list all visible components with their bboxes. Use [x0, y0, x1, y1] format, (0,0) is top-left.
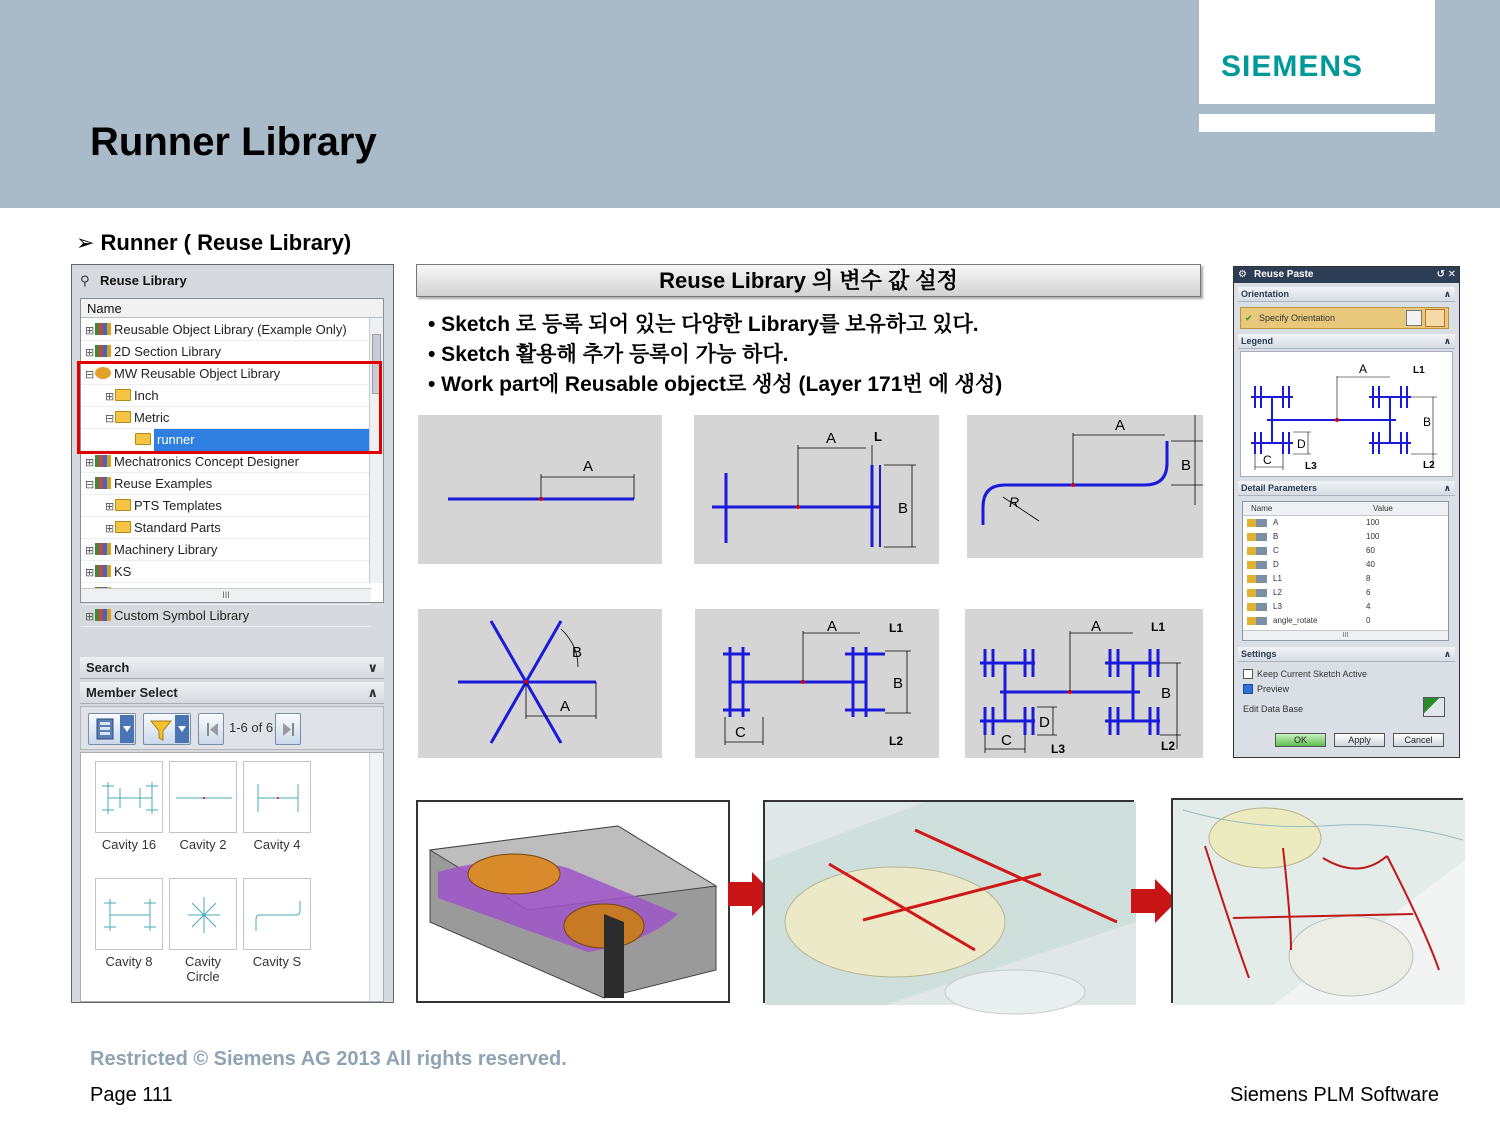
detail-parameters-label: Detail Parameters	[1241, 483, 1318, 493]
dimension-label: B	[893, 675, 904, 692]
member-cavity-circle[interactable]	[167, 878, 239, 984]
collapse-icon[interactable]: ⊟	[85, 479, 95, 491]
parameter-value[interactable]: 100	[1366, 532, 1380, 541]
parameter-value[interactable]: 4	[1366, 602, 1371, 611]
dimension-label: L1	[889, 621, 904, 635]
expression-icon	[1247, 561, 1267, 569]
parameter-value[interactable]: 40	[1366, 560, 1375, 569]
h-runner-diagram	[694, 415, 939, 564]
tree-item[interactable]	[81, 495, 371, 517]
checkbox-unchecked[interactable]	[1243, 669, 1253, 679]
tree-item-label: Custom Symbol Library	[114, 608, 250, 623]
tree-item-label: Machinery Library	[114, 542, 218, 557]
page-number: Page 111	[90, 1084, 173, 1106]
runner-pipe-3d-image	[1171, 798, 1463, 1003]
parameter-name: C	[1273, 546, 1279, 555]
expression-icon	[1247, 589, 1267, 597]
siemens-logo: SIEMENS	[1221, 50, 1364, 83]
member-select-bar[interactable]	[80, 682, 384, 704]
ok-button[interactable]: OK	[1275, 733, 1326, 747]
first-page-icon	[199, 714, 225, 746]
parameter-value[interactable]: 0	[1366, 616, 1371, 625]
parameter-row[interactable]	[1243, 614, 1448, 628]
legend-label: C	[1263, 453, 1272, 467]
tree-horizontal-scrollbar[interactable]: III	[81, 588, 371, 602]
cavity-circle-icon	[170, 879, 238, 951]
library-icon	[95, 609, 111, 621]
checkmark-icon: ✔	[1245, 313, 1253, 323]
cavity-2-icon	[170, 762, 238, 834]
name-column-header[interactable]: Name	[1251, 504, 1273, 513]
8-cavity-runner-diagram	[695, 609, 939, 758]
expression-icon	[1247, 519, 1267, 527]
search-bar[interactable]	[80, 657, 384, 679]
expression-icon	[1247, 533, 1267, 541]
expand-icon[interactable]: ⊞	[85, 457, 95, 469]
tree-item[interactable]	[81, 319, 371, 341]
expand-icon[interactable]: ⊞	[85, 325, 95, 337]
legend-label: D	[1297, 437, 1306, 451]
library-icon	[95, 455, 111, 467]
dimension-label: A	[1091, 618, 1102, 635]
preview-checkbox[interactable]	[1243, 683, 1443, 695]
member-label: Cavity S	[252, 954, 302, 969]
member-cavity-s[interactable]	[241, 878, 313, 969]
circle-runner-diagram	[418, 609, 662, 758]
orientation-section[interactable]	[1238, 287, 1455, 302]
bullet-item: • Work part에 Reusable object로 생성 (Layer 171번 에 생성)	[428, 373, 1003, 396]
legend-diagram	[1240, 351, 1453, 477]
expand-icon[interactable]: ⊞	[85, 611, 95, 623]
specify-orientation-row[interactable]	[1240, 307, 1449, 329]
sketch-8-cavity-runner	[695, 609, 939, 758]
logo-bar	[1199, 114, 1435, 132]
specify-orientation-label: Specify Orientation	[1259, 313, 1336, 323]
legend-label: Legend	[1241, 336, 1274, 346]
member-cavity-16[interactable]	[93, 761, 165, 852]
expand-icon[interactable]: ⊞	[85, 347, 95, 359]
search-label: Search	[86, 660, 130, 675]
parameter-value[interactable]: 8	[1366, 574, 1371, 583]
legend-runner-icon	[1241, 352, 1454, 478]
tree-item-label: Reuse Examples	[114, 476, 213, 491]
sketch-circle-runner	[418, 609, 662, 758]
cavity-4-icon	[244, 762, 312, 834]
filter-icon	[144, 714, 192, 746]
member-select-label: Member Select	[86, 685, 178, 700]
member-cavity-4[interactable]	[241, 761, 313, 852]
dimension-label: B	[572, 644, 583, 661]
navigator-title	[80, 273, 187, 289]
tree-item-label: Standard Parts	[134, 520, 221, 535]
tree-item-label: KS	[114, 564, 132, 579]
library-icon	[95, 345, 111, 357]
member-label: Cavity 8	[105, 954, 153, 969]
cavity-16-thumbnail	[95, 761, 163, 833]
tree-column-name[interactable]: Name	[81, 299, 383, 318]
settings-section[interactable]	[1238, 647, 1455, 662]
library-icon	[95, 543, 111, 555]
orientation-label: Orientation	[1241, 289, 1290, 299]
legend-label: L3	[1305, 461, 1317, 472]
parameter-row[interactable]	[1243, 600, 1448, 614]
dimension-label: L2	[1161, 739, 1176, 753]
runner-sketch-3d-image	[763, 800, 1134, 1003]
single-runner-diagram	[418, 415, 662, 564]
tree-item[interactable]	[81, 605, 371, 627]
close-icon[interactable]: ✕	[1447, 269, 1456, 280]
gear-icon: ⚙	[1238, 269, 1247, 280]
tree-item[interactable]	[81, 539, 371, 561]
chevron-up-icon[interactable]: ∧	[1443, 336, 1451, 346]
tree-item-label: Inch	[134, 388, 159, 403]
cavity-16-icon	[96, 762, 164, 834]
16-cavity-runner-diagram	[965, 609, 1203, 758]
parameter-name: L1	[1273, 574, 1282, 583]
cavity-2-thumbnail	[169, 761, 237, 833]
expression-icon	[1247, 575, 1267, 583]
expand-icon[interactable]: ⊞	[105, 501, 115, 513]
member-label: Cavity 2	[179, 837, 227, 852]
settings-label: Settings	[1241, 649, 1277, 659]
member-label: Cavity 4	[253, 837, 301, 852]
cavity-s-icon	[244, 879, 312, 951]
section-heading-text: Runner ( Reuse Library)	[100, 230, 352, 255]
expand-icon[interactable]: ⊞	[85, 567, 95, 579]
expand-icon[interactable]: ⊞	[85, 545, 95, 557]
expression-icon	[1247, 617, 1267, 625]
tree-item-label: PTS Templates	[134, 498, 222, 513]
library-icon	[95, 565, 111, 577]
preview-label: Preview	[1257, 684, 1290, 694]
sketch-single-runner	[418, 415, 662, 564]
restricted-notice: Restricted © Siemens AG 2013 All rights reserved.	[90, 1048, 567, 1070]
member-cavity-8[interactable]	[93, 878, 165, 969]
parameter-row[interactable]	[1243, 586, 1448, 600]
dimension-label: A	[826, 430, 837, 447]
page-title: Runner Library	[90, 120, 377, 164]
dimension-label: A	[560, 698, 571, 715]
collapse-icon[interactable]: ⊟	[105, 413, 115, 425]
member-label: Cavity 16	[101, 837, 157, 852]
bullet-item: • Sketch 활용해 추가 등록이 가능 하다.	[428, 343, 789, 366]
member-cavity-2[interactable]	[167, 761, 239, 852]
legend-label: L1	[1413, 365, 1425, 376]
dimension-label: C	[1001, 732, 1012, 749]
expression-icon	[1247, 603, 1267, 611]
last-page-icon	[276, 714, 302, 746]
parameter-table-header	[1243, 502, 1448, 516]
reuse-paste-dialog	[1233, 266, 1460, 758]
filter-dropdown[interactable]	[143, 713, 191, 745]
member-label: Cavity Circle	[184, 954, 222, 984]
parameter-name: L3	[1273, 602, 1282, 611]
last-page-button[interactable]	[275, 713, 301, 745]
cavity-8-icon	[96, 879, 164, 951]
dimension-label: L3	[1051, 742, 1066, 756]
view-mode-dropdown[interactable]	[88, 713, 136, 745]
edit-database-row	[1243, 703, 1443, 715]
detail-parameters-section[interactable]	[1238, 481, 1455, 496]
bullet-arrow-icon: ➢	[76, 230, 101, 255]
mw-library-highlight	[77, 361, 382, 454]
tree-item[interactable]	[81, 517, 371, 539]
parameter-name: D	[1273, 560, 1279, 569]
chevron-up-icon[interactable]: ∧	[1443, 649, 1451, 659]
library-icon	[95, 323, 111, 335]
view-mode-icon	[89, 714, 137, 746]
legend-section[interactable]	[1238, 334, 1455, 349]
cavity-8-thumbnail	[95, 878, 163, 950]
dimension-label: A	[1115, 417, 1126, 434]
checkbox-checked[interactable]	[1243, 684, 1253, 694]
footer-brand: Siemens PLM Software	[1230, 1084, 1439, 1106]
edit-database-label: Edit Data Base	[1243, 704, 1304, 714]
parameter-hscroll[interactable]: III	[1243, 630, 1448, 640]
member-toolbar	[80, 706, 384, 750]
chevron-up-icon[interactable]: ∧	[367, 685, 378, 700]
tree-item[interactable]	[81, 451, 371, 473]
tree-item-label: 2D Section Library	[114, 344, 221, 359]
bullet-list	[428, 310, 1002, 400]
dimension-label: B	[1181, 457, 1192, 474]
cavity-s-thumbnail	[243, 878, 311, 950]
runner-sketch-illustration	[765, 802, 1136, 1005]
spreadsheet-icon[interactable]	[1423, 697, 1445, 717]
legend-label: B	[1423, 415, 1432, 429]
dialog-title: Reuse Paste	[1254, 269, 1314, 280]
logo-box	[1199, 0, 1435, 104]
tree-item[interactable]	[81, 561, 371, 583]
mold-3d-image	[416, 800, 730, 1003]
pin-icon[interactable]: ⚲	[80, 273, 90, 288]
collapse-icon[interactable]: ⊟	[85, 369, 95, 381]
parameter-row[interactable]	[1243, 516, 1448, 530]
reset-icon[interactable]: ↺	[1436, 269, 1445, 280]
library-icon	[95, 477, 111, 489]
folder-icon	[115, 521, 131, 533]
sketch-16-cavity-runner	[965, 609, 1203, 758]
parameter-name: L2	[1273, 588, 1282, 597]
cavity-4-thumbnail	[243, 761, 311, 833]
tree-item-label: Metric	[134, 410, 170, 425]
parameter-row[interactable]	[1243, 572, 1448, 586]
chevron-up-icon[interactable]: ∧	[1443, 483, 1451, 493]
s-runner-diagram	[967, 415, 1203, 558]
tree-item-label: Reusable Object Library (Example Only)	[114, 322, 347, 337]
dimension-label: C	[735, 724, 746, 741]
center-title: Reuse Library 의 변수 값 설정	[416, 264, 1201, 297]
keep-sketch-checkbox[interactable]	[1243, 668, 1443, 680]
tree-item-label: runner	[154, 429, 372, 451]
dimension-label: A	[583, 458, 594, 475]
tree-item-label: Mechatronics Concept Designer	[114, 454, 299, 469]
sketch-s-runner	[967, 415, 1203, 558]
dimension-label: B	[898, 500, 909, 517]
navigator-title-label: Reuse Library	[100, 273, 187, 288]
keep-sketch-label: Keep Current Sketch Active	[1257, 669, 1368, 679]
section-heading	[76, 230, 351, 256]
cancel-button[interactable]: Cancel	[1393, 733, 1444, 747]
csys-dialog-icon[interactable]	[1406, 310, 1422, 326]
value-column-header[interactable]: Value	[1373, 504, 1393, 513]
parameter-value[interactable]: 60	[1366, 546, 1375, 555]
dimension-label: D	[1039, 714, 1050, 731]
dialog-titlebar	[1234, 267, 1459, 283]
sketch-h-runner	[694, 415, 939, 564]
chevron-down-icon[interactable]: ∨	[367, 660, 378, 675]
chevron-up-icon[interactable]: ∧	[1443, 289, 1451, 299]
member-thumbnails	[80, 752, 384, 1002]
expand-icon[interactable]: ⊞	[105, 523, 115, 535]
parameter-table	[1242, 501, 1449, 641]
legend-label: L2	[1423, 460, 1435, 471]
parameter-value[interactable]: 100	[1366, 518, 1380, 527]
parameter-name: B	[1273, 532, 1279, 541]
folder-icon	[115, 499, 131, 511]
apply-button[interactable]: Apply	[1334, 733, 1385, 747]
parameter-name: A	[1273, 518, 1279, 527]
dimension-label: R	[1009, 494, 1020, 510]
cavity-circle-thumbnail	[169, 878, 237, 950]
mold-cavity-illustration	[418, 802, 732, 1005]
dimension-label: A	[827, 618, 838, 635]
legend-label: A	[1359, 362, 1368, 376]
expand-icon[interactable]: ⊞	[105, 391, 115, 403]
tree-item-label: MW Reusable Object Library	[114, 366, 281, 381]
parameter-row[interactable]	[1243, 544, 1448, 558]
tree-item[interactable]	[81, 473, 371, 495]
dimension-label: L1	[1151, 620, 1166, 634]
parameter-value[interactable]: 6	[1366, 588, 1371, 597]
page-count: 1-6 of 6	[229, 720, 274, 735]
dimension-label: L	[874, 429, 882, 444]
first-page-button[interactable]	[198, 713, 224, 745]
parameter-row[interactable]	[1243, 558, 1448, 572]
dimension-label: B	[1161, 685, 1172, 702]
member-scrollbar[interactable]	[369, 753, 383, 1001]
orientation-picker-icon[interactable]	[1425, 309, 1445, 327]
runner-pipe-illustration	[1173, 800, 1465, 1005]
tree-item[interactable]	[81, 341, 371, 363]
expression-icon	[1247, 547, 1267, 555]
parameter-row[interactable]	[1243, 530, 1448, 544]
parameter-name: angle_rotate	[1273, 616, 1318, 625]
bullet-item: • Sketch 로 등록 되어 있는 다양한 Library를 보유하고 있다.	[428, 313, 979, 336]
dimension-label: L2	[889, 734, 904, 748]
